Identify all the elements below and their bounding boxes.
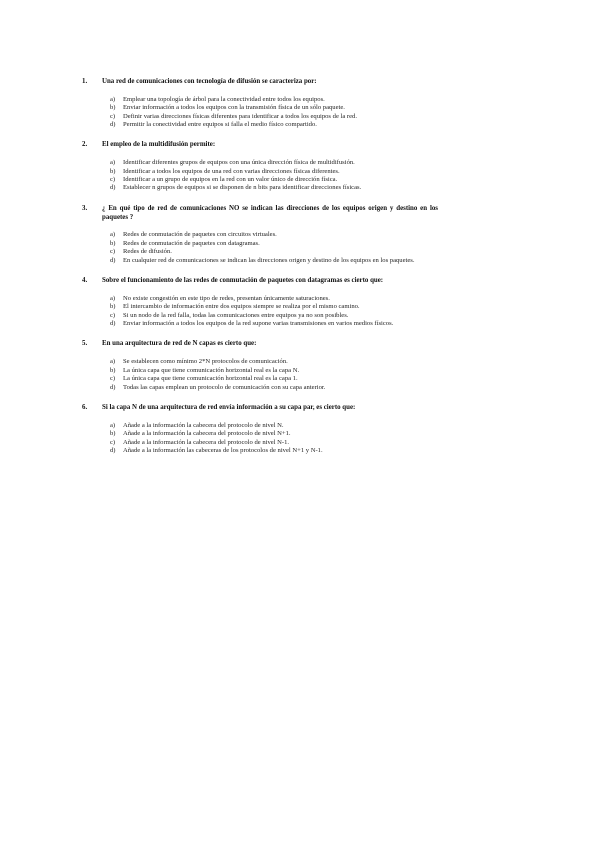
question-heading — [82, 141, 438, 150]
answer-letter: d) — [110, 383, 116, 391]
question-text: Una red de comunicaciones con tecnología de difusión se caracteriza por: — [102, 78, 317, 85]
question-1 — [82, 78, 438, 129]
answer-text: La única capa que tiene comunicación horizontal real es la capa 1. — [123, 375, 298, 383]
question-heading — [82, 205, 438, 223]
answer-option — [110, 430, 438, 438]
answer-text: Identificar a un grupo de equipos en la red con un valor único de dirección física. — [123, 176, 338, 184]
answer-text: Añade a la información la cabecera del protocolo de nivel N. — [123, 421, 284, 429]
answer-letter: c) — [110, 176, 116, 184]
answer-text: No existe congestión en este tipo de redes, presentan únicamente saturaciones. — [123, 294, 330, 302]
question-heading — [82, 277, 438, 286]
answer-text: Redes de conmutación de paquetes con datagramas. — [123, 239, 260, 247]
question-text: Sobre el funcionamiento de las redes de conmutación de paquetes con datagramas es cierto que: — [102, 277, 384, 285]
answer-option — [110, 320, 438, 328]
question-text: En una arquitectura de red de N capas es cierto que: — [102, 340, 257, 348]
answer-option — [110, 121, 438, 129]
answer-letter: d) — [110, 121, 116, 129]
answer-text: Enviar información a todos los equipos con la transmisión física de un sólo paquete. — [123, 104, 345, 112]
answer-text: Identificar a todos los equipos de una red con varias direcciones físicas diferentes. — [123, 167, 340, 175]
answer-list — [110, 295, 438, 329]
answer-list — [110, 96, 438, 130]
answer-text: Todas las capas emplean un protocolo de comunicación con su capa anterior. — [123, 383, 326, 391]
answer-letter: a) — [110, 95, 116, 103]
answer-text: El intercambio de información entre dos equipos siempre se realiza por el mismo camino. — [123, 303, 360, 311]
question-text: El empleo de la multidifusión permite: — [102, 141, 216, 149]
answer-option — [110, 113, 438, 121]
question-5 — [82, 340, 438, 391]
answer-text: Establecer n grupos de equipos si se disponen de n bits para identificar direcciones físicas. — [123, 184, 362, 192]
answer-letter: b) — [110, 366, 116, 374]
answer-list — [110, 231, 438, 265]
question-list — [82, 78, 438, 467]
answer-option — [110, 303, 438, 311]
answer-letter: a) — [110, 358, 116, 366]
answer-letter: b) — [110, 430, 116, 438]
answer-letter: d) — [110, 320, 116, 328]
answer-letter: a) — [110, 421, 116, 429]
answer-option — [110, 295, 438, 303]
question-number: 2. — [82, 141, 88, 149]
question-6 — [82, 404, 438, 455]
answer-text: En cualquier red de comunicaciones se indican las direcciones origen y destino de los equipos en los paquetes. — [123, 256, 415, 264]
answer-letter: b) — [110, 104, 116, 112]
answer-text: La única capa que tiene comunicación horizontal real es la capa N. — [123, 366, 300, 374]
answer-letter: a) — [110, 294, 116, 302]
answer-letter: d) — [110, 256, 116, 264]
answer-text: Enviar información a todos los equipos de la red supone varias transmisiones en varios medios físicos. — [123, 320, 394, 328]
answer-option — [110, 375, 438, 383]
question-text: Si la capa N de una arquitectura de red envía información a su capa par, es cierto que: — [102, 403, 356, 411]
answer-letter: c) — [110, 375, 116, 383]
answer-text: Identificar diferentes grupos de equipos con una única dirección física de multidifusión. — [123, 159, 355, 167]
answer-letter: c) — [110, 311, 116, 319]
question-4 — [82, 277, 438, 328]
answer-option — [110, 257, 438, 265]
answer-list — [110, 422, 438, 456]
answer-option — [110, 176, 438, 184]
question-2 — [82, 141, 438, 192]
answer-option — [110, 312, 438, 320]
answer-option — [110, 240, 438, 248]
answer-letter: c) — [110, 438, 116, 446]
question-heading — [82, 340, 438, 349]
answer-text: Si un nodo de la red falla, todas las comunicaciones entre equipos ya no son posibles. — [123, 311, 349, 319]
answer-text: Se establecen como mínimo 2*N protocolos de comunicación. — [123, 358, 288, 366]
answer-text: Añade a la información la cabecera del protocolo de nivel N-1. — [123, 438, 290, 446]
answer-list — [110, 159, 438, 193]
answer-text: Definir varias direcciones físicas diferentes para identificar a todos los equipos de la red. — [123, 112, 357, 120]
answer-text: Permitir la conectividad entre equipos si falla el medio físico compartido. — [123, 121, 317, 129]
answer-text: Emplear una topología de árbol para la conectividad entre todos los equipos. — [123, 95, 325, 103]
question-heading — [82, 404, 438, 413]
question-number: 4. — [82, 277, 88, 285]
answer-option — [110, 104, 438, 112]
question-heading — [82, 78, 438, 87]
question-number: 3. — [82, 204, 88, 212]
answer-option — [110, 168, 438, 176]
answer-letter: b) — [110, 303, 116, 311]
answer-letter: a) — [110, 159, 116, 167]
answer-text: Añade a la información la cabecera del protocolo de nivel N+1. — [123, 430, 291, 438]
answer-option — [110, 184, 438, 192]
answer-option — [110, 447, 438, 455]
answer-option — [110, 159, 438, 167]
answer-option — [110, 248, 438, 256]
answer-letter: d) — [110, 446, 116, 454]
answer-text: Añade a la información las cabeceras de los protocolos de nivel N+1 y N-1. — [123, 446, 323, 454]
answer-text: Redes de difusión. — [123, 248, 172, 256]
answer-option — [110, 439, 438, 447]
answer-option — [110, 231, 438, 239]
answer-text: Redes de conmutación de paquetes con circuitos virtuales. — [123, 231, 277, 239]
answer-option — [110, 422, 438, 430]
answer-option — [110, 384, 438, 392]
question-text: ¿ En qué tipo de red de comunicaciones NO se indican las direcciones de los equipos origen y destino en los paquetes ? — [102, 204, 438, 221]
answer-option — [110, 96, 438, 104]
question-3 — [82, 205, 438, 265]
question-number: 6. — [82, 403, 88, 411]
answer-option — [110, 358, 438, 366]
answer-letter: a) — [110, 231, 116, 239]
answer-letter: c) — [110, 248, 116, 256]
answer-option — [110, 367, 438, 375]
answer-letter: d) — [110, 184, 116, 192]
answer-list — [110, 358, 438, 392]
answer-letter: b) — [110, 167, 116, 175]
question-number: 5. — [82, 340, 88, 348]
question-number: 1. — [82, 78, 88, 85]
answer-letter: b) — [110, 239, 116, 247]
answer-letter: c) — [110, 112, 116, 120]
